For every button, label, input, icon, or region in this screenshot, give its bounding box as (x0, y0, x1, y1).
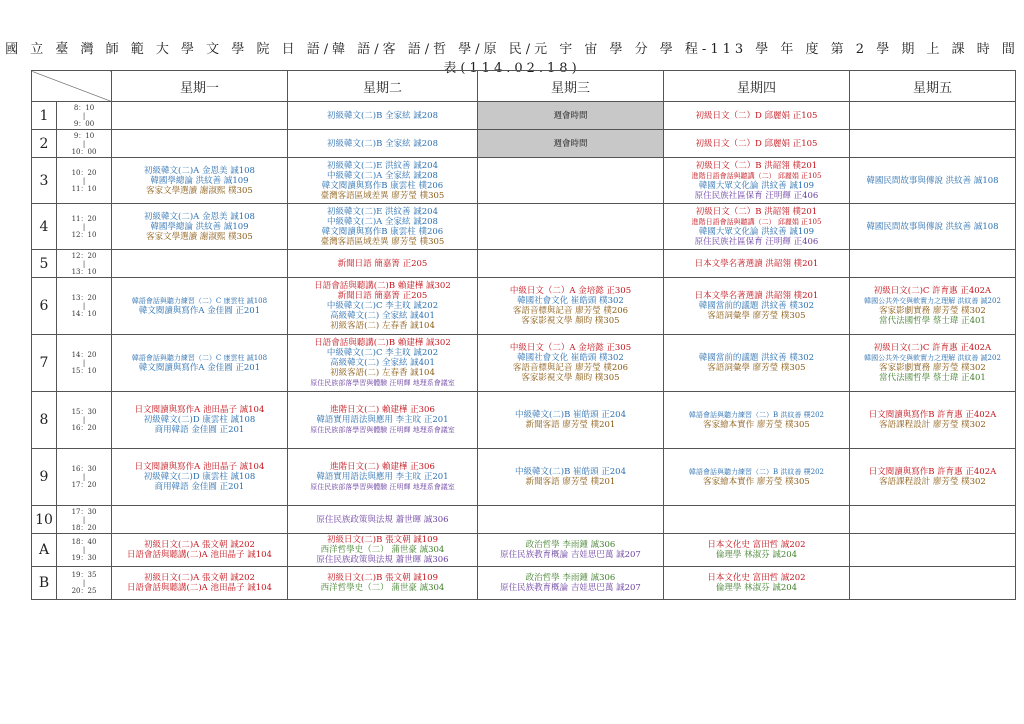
period-start: 17：30 (71, 507, 97, 516)
course-entry: 日本文學名著選讀 洪韶翎 樸201 (694, 291, 819, 301)
period-start: 12：20 (71, 251, 97, 260)
course-cell (478, 250, 664, 278)
course-entry: 日文閱讀與寫作B 許育惠 正402A (868, 467, 997, 477)
course-cell (288, 506, 478, 534)
course-cell (664, 250, 850, 278)
course-entry: 韓國社會文化 崔皓頭 樸302 (517, 353, 624, 363)
time-separator: | (82, 359, 86, 367)
course-entry: 當代法國哲學 蔡士瑋 正401 (879, 373, 986, 383)
course-entry: 韓國當前的議題 洪紋善 樸302 (698, 353, 815, 363)
period-start: 18：40 (71, 538, 97, 546)
course-entry: 商用韓語 金佳圓 正201 (154, 425, 245, 435)
course-cell (288, 130, 478, 158)
course-entry: 初級韓文(二)D 康雲柱 誠108 (143, 415, 256, 425)
course-entry: 客語音標與記音 廖芳瑩 樸206 (512, 306, 629, 316)
course-cell (112, 102, 288, 130)
course-cell (288, 392, 478, 449)
course-entry: 韓語會話與聽力練習（二）C 康雲柱 誠108 (131, 354, 268, 362)
course-entry: 初級日文（二）B 洪韶翎 樸201 (695, 206, 818, 217)
course-cell (664, 534, 850, 567)
period-start: 13：20 (71, 294, 97, 302)
course-cell (112, 278, 288, 335)
course-entry: 原住民族政策與法規 蕭世暉 誠306 (316, 555, 449, 565)
course-entry: 日語會話與聽講(二)B 賴建樺 誠302 (314, 281, 451, 291)
course-entry: 新聞客語 廖芳瑩 樸201 (525, 420, 616, 430)
course-entry: 初級日文(二)C 許育惠 正402A (873, 286, 992, 296)
period-row (32, 567, 1016, 600)
course-entry: 原住民族社區保育 汪明輝 正406 (694, 190, 819, 201)
period-start: 16：30 (71, 465, 97, 473)
time-separator: | (82, 222, 86, 231)
time-separator: | (82, 111, 86, 120)
course-cell (288, 102, 478, 130)
period-time (57, 534, 112, 567)
timetable (31, 70, 1016, 600)
period-end: 16：20 (71, 424, 97, 432)
course-cell (850, 250, 1016, 278)
time-separator: | (82, 139, 86, 148)
course-cell (850, 567, 1016, 600)
period-number: A (32, 534, 57, 567)
course-cell (664, 204, 850, 250)
course-entry: 初級日文（二）D 邱麗娟 正105 (695, 110, 818, 121)
course-entry: 韓國當前的議題 洪紋善 樸302 (698, 301, 815, 311)
period-end: 20：25 (71, 587, 97, 595)
period-time (57, 449, 112, 506)
course-entry: 客家影劇實務 廖芳瑩 樸302 (879, 306, 986, 316)
course-entry: 週會時間 (553, 138, 588, 149)
course-entry: 初級日文(二)A 張文朝 誠202 (144, 540, 255, 550)
course-cell (112, 130, 288, 158)
period-number: 5 (32, 250, 57, 278)
course-cell (850, 204, 1016, 250)
course-cell (850, 130, 1016, 158)
course-entry: 原住民族政策與法規 蕭世暉 誠306 (316, 514, 449, 525)
course-entry: 中級韓文(二)B 崔皓頭 正204 (514, 410, 626, 420)
course-entry: 原住民族部落學習與體驗 汪明輝 地理系會議室 (310, 483, 455, 491)
course-entry: 高級韓文(二) 全家絃 誠401 (330, 358, 435, 368)
period-row (32, 392, 1016, 449)
course-entry: 政治哲學 李雨鍾 誠306 (525, 540, 616, 550)
period-start: 10：20 (71, 168, 97, 177)
period-time (57, 204, 112, 250)
course-entry: 韓國大眾文化論 洪紋善 誠109 (698, 226, 815, 237)
period-time (57, 250, 112, 278)
course-entry: 倫理學 林淑芬 誠204 (715, 550, 798, 560)
course-cell (112, 449, 288, 506)
course-cell (288, 204, 478, 250)
period-row (32, 449, 1016, 506)
course-cell (850, 392, 1016, 449)
course-cell (664, 506, 850, 534)
course-entry: 初級韓文(二)A 金恩美 誠108 (144, 165, 255, 176)
course-entry: 韓國民間故事與傳說 洪紋善 誠108 (866, 175, 999, 186)
course-entry: 西洋哲學史（二） 蒲世豪 誠304 (320, 583, 445, 593)
period-row (32, 204, 1016, 250)
course-entry: 初級韓文(二)A 金恩美 誠108 (144, 211, 255, 222)
time-separator: | (82, 416, 86, 424)
period-number: B (32, 567, 57, 600)
time-separator: | (82, 302, 86, 310)
course-cell (112, 534, 288, 567)
course-cell (850, 449, 1016, 506)
course-entry: 韓文閱讀與寫作B 康雲柱 樸206 (321, 180, 444, 191)
course-entry: 原住民族部落學習與體驗 汪明輝 地理系會議室 (310, 379, 455, 387)
period-end: 9：00 (73, 119, 95, 128)
period-end: 15：10 (71, 367, 97, 375)
course-entry: 初級客語(二) 左春香 誠104 (330, 321, 435, 331)
course-cell (478, 335, 664, 392)
course-entry: 週會時間 (553, 110, 588, 121)
corner-cell (32, 71, 112, 102)
period-end: 12：10 (71, 230, 97, 239)
period-start: 19：35 (71, 571, 97, 579)
course-cell (478, 392, 664, 449)
period-row (32, 534, 1016, 567)
course-cell (478, 449, 664, 506)
time-separator: | (82, 473, 86, 481)
course-entry: 臺灣客語區域差異 廖芳瑩 樸305 (320, 236, 445, 247)
course-cell (112, 335, 288, 392)
period-time (57, 567, 112, 600)
course-entry: 韓國學總論 洪紋善 誠109 (150, 175, 249, 186)
course-entry: 客家影視文學 顏昀 樸305 (521, 373, 620, 383)
course-entry: 中級日文（二）A 金培懿 正305 (509, 286, 632, 296)
period-start: 14：20 (71, 351, 97, 359)
course-entry: 新聞客語 廖芳瑩 樸201 (525, 477, 616, 487)
period-time (57, 506, 112, 534)
period-number: 6 (32, 278, 57, 335)
course-cell (288, 250, 478, 278)
period-end: 13：10 (71, 267, 97, 276)
time-separator: | (82, 579, 86, 587)
course-entry: 初級日文（二）D 邱麗娟 正105 (695, 138, 818, 149)
course-entry: 初級日文(二)B 張文朝 誠109 (326, 573, 438, 583)
course-entry: 韓國民間故事與傳說 洪紋善 誠108 (866, 221, 999, 232)
course-entry: 西洋哲學史（二） 蒲世豪 誠304 (320, 545, 445, 555)
course-entry: 中級韓文(二)B 崔皓頭 正204 (514, 467, 626, 477)
course-entry: 日語會話與聽講(二)B 賴建樺 誠302 (314, 338, 451, 348)
course-entry: 客家繪本實作 廖芳瑩 樸305 (703, 420, 810, 430)
period-start: 11：20 (71, 214, 97, 223)
day-header: 星期五 (850, 71, 1016, 102)
time-separator: | (82, 176, 86, 185)
course-entry: 韓文閱讀與寫作B 康雲柱 樸206 (321, 226, 444, 237)
course-cell (288, 278, 478, 335)
period-number: 9 (32, 449, 57, 506)
period-end: 11：10 (71, 184, 97, 193)
course-entry: 商用韓語 金佳圓 正201 (154, 482, 245, 492)
course-entry: 客語課程設計 廖芳瑩 樸302 (879, 420, 986, 430)
period-row (32, 250, 1016, 278)
course-entry: 中級日文（二）A 金培懿 正305 (509, 343, 632, 353)
course-entry: 日文閱讀與寫作B 許育惠 正402A (868, 410, 997, 420)
course-cell (664, 449, 850, 506)
course-cell (112, 506, 288, 534)
course-cell (850, 534, 1016, 567)
period-number: 1 (32, 102, 57, 130)
course-entry: 初級韓文(二)B 全家絃 誠208 (326, 138, 438, 149)
course-entry: 韓國公共外交與軟實力之理解 洪紋善 誠202 (864, 354, 1001, 362)
course-entry: 韓國學總論 洪紋善 誠109 (150, 221, 249, 232)
course-cell (664, 335, 850, 392)
course-entry: 日本文學名著選讀 洪韶翎 樸201 (694, 258, 819, 269)
course-cell (112, 392, 288, 449)
course-cell (850, 158, 1016, 204)
course-entry: 客家影視文學 顏昀 樸305 (521, 316, 620, 326)
period-end: 10：00 (71, 147, 97, 156)
course-cell (478, 567, 664, 600)
header-row (32, 71, 1016, 102)
course-entry: 日語會話與聽講(二)A 池田晶子 誠104 (127, 583, 272, 593)
course-entry: 當代法國哲學 蔡士瑋 正401 (879, 316, 986, 326)
day-header: 星期三 (478, 71, 664, 102)
course-entry: 進階日語會話與聽講（二） 邱麗娟 正105 (691, 217, 822, 226)
period-end: 19：30 (71, 554, 97, 562)
course-entry: 原住民族社區保育 汪明輝 正406 (694, 236, 819, 247)
course-entry: 客家影劇實務 廖芳瑩 樸302 (879, 363, 986, 373)
course-entry: 臺灣客語區域差異 廖芳瑩 樸305 (320, 190, 445, 201)
period-number: 2 (32, 130, 57, 158)
course-entry: 進階日語會話與聽講（二） 邱麗娟 正105 (691, 171, 822, 180)
period-end: 14：10 (71, 310, 97, 318)
course-cell (112, 158, 288, 204)
period-time (57, 278, 112, 335)
period-row (32, 102, 1016, 130)
course-entry: 原住民族部落學習與體驗 汪明輝 地理系會議室 (310, 426, 455, 434)
course-entry: 客語課程設計 廖芳瑩 樸302 (879, 477, 986, 487)
period-number: 7 (32, 335, 57, 392)
course-entry: 日文閱讀與寫作A 池田晶子 誠104 (134, 405, 265, 415)
course-cell (664, 130, 850, 158)
timetable-body (32, 102, 1016, 600)
period-time (57, 130, 112, 158)
course-entry: 客語詞彙學 廖芳瑩 樸305 (707, 363, 806, 373)
course-cell (664, 278, 850, 335)
course-cell (664, 567, 850, 600)
period-row (32, 130, 1016, 158)
period-start: 15：30 (71, 408, 97, 416)
course-entry: 客語詞彙學 廖芳瑩 樸305 (707, 311, 806, 321)
course-cell (478, 278, 664, 335)
course-entry: 客家繪本實作 廖芳瑩 樸305 (703, 477, 810, 487)
course-entry: 新聞日語 簡嘉箐 正205 (337, 258, 428, 269)
course-cell (478, 534, 664, 567)
page-title: 國 立 臺 灣 師 範 大 學 文 學 院 日 語/韓 語/客 語/哲 學/原 民/元 宇 宙 學 分 學 程-113 學 年 度 第 2 學 期 上 課 時 間 表(114.02.18) (5, 42, 1019, 76)
period-number: 8 (32, 392, 57, 449)
course-entry: 客家文學選讀 謝淑熙 樸305 (146, 231, 253, 242)
period-row (32, 158, 1016, 204)
course-entry: 日本文化史 富田哲 誠202 (707, 540, 806, 550)
course-entry: 中級韓文(二)C 李主旼 誠202 (326, 301, 439, 311)
course-entry: 韓語會話與聽力練習（二）C 康雲柱 誠108 (131, 297, 268, 305)
course-entry: 新聞日語 簡嘉箐 正205 (337, 291, 428, 301)
course-entry: 中級韓文(二)C 李主旼 誠202 (326, 348, 439, 358)
course-cell (664, 102, 850, 130)
course-entry: 原住民族教育概論 吉娃思巴萬 誠207 (500, 550, 641, 560)
course-entry: 韓國大眾文化論 洪紋善 誠109 (698, 180, 815, 191)
course-entry: 客語音標與記音 廖芳瑩 樸206 (512, 363, 629, 373)
course-entry: 韓國公共外交與軟實力之理解 洪紋善 誠202 (864, 297, 1001, 305)
course-entry: 進階日文(二) 賴建樺 正306 (330, 405, 435, 415)
course-entry: 初級客語(二) 左春香 誠104 (330, 368, 435, 378)
course-cell (850, 102, 1016, 130)
period-number: 10 (32, 506, 57, 534)
course-entry: 初級韓文(二)D 康雲柱 誠108 (143, 472, 256, 482)
course-entry: 韓語會話與聽力練習（二）B 洪紋善 樸202 (689, 411, 824, 419)
period-row (32, 506, 1016, 534)
course-cell (478, 204, 664, 250)
course-cell (478, 506, 664, 534)
period-end: 18：20 (71, 523, 97, 532)
day-header: 星期四 (664, 71, 850, 102)
course-cell (664, 392, 850, 449)
period-time (57, 392, 112, 449)
period-row (32, 335, 1016, 392)
course-entry: 進階日文(二) 賴建樺 正306 (330, 462, 435, 472)
course-entry: 初級韓文(二)E 洪紋善 誠204 (327, 206, 438, 217)
period-number: 4 (32, 204, 57, 250)
course-entry: 韓語實用語法與應用 李主旼 正201 (316, 415, 449, 425)
course-entry: 高級韓文(二) 全家絃 誠401 (330, 311, 435, 321)
period-start: 8：10 (73, 103, 95, 112)
course-cell (664, 158, 850, 204)
course-entry: 韓文閱讀與寫作A 金佳圓 正201 (138, 363, 261, 373)
course-entry: 客家文學選讀 謝淑熙 樸305 (146, 185, 253, 196)
course-entry: 韓文閱讀與寫作A 金佳圓 正201 (138, 306, 261, 316)
period-number: 3 (32, 158, 57, 204)
period-end: 17：20 (71, 481, 97, 489)
course-cell (288, 567, 478, 600)
day-header: 星期一 (112, 71, 288, 102)
course-cell (112, 250, 288, 278)
course-entry: 初級日文(二)A 張文朝 誠202 (144, 573, 255, 583)
course-entry: 初級日文(二)B 張文朝 誠109 (326, 535, 438, 545)
course-entry: 日文閱讀與寫作A 池田晶子 誠104 (134, 462, 265, 472)
course-entry: 初級韓文(二)E 洪紋善 誠204 (327, 160, 438, 171)
course-cell (478, 158, 664, 204)
time-separator: | (82, 259, 86, 268)
course-entry: 中級韓文(二)A 全家絃 誠208 (327, 216, 438, 227)
course-entry: 倫理學 林淑芬 誠204 (715, 583, 798, 593)
time-separator: | (82, 546, 86, 554)
course-entry: 韓語會話與聽力練習（二）B 洪紋善 樸202 (689, 468, 824, 476)
course-cell (850, 335, 1016, 392)
course-cell (478, 102, 664, 130)
course-cell (288, 335, 478, 392)
course-cell (112, 567, 288, 600)
course-cell (112, 204, 288, 250)
course-entry: 中級韓文(二)A 全家絃 誠208 (327, 170, 438, 181)
course-entry: 韓語實用語法與應用 李主旼 正201 (316, 472, 449, 482)
course-entry: 政治哲學 李雨鍾 誠306 (525, 573, 616, 583)
course-entry: 原住民族教育概論 吉娃思巴萬 誠207 (500, 583, 641, 593)
course-entry: 韓國社會文化 崔皓頭 樸302 (517, 296, 624, 306)
period-time (57, 158, 112, 204)
course-entry: 初級日文(二)C 許育惠 正402A (873, 343, 992, 353)
period-start: 9：10 (73, 131, 95, 140)
course-cell (850, 506, 1016, 534)
period-row (32, 278, 1016, 335)
course-entry: 初級日文（二）B 洪韶翎 樸201 (695, 160, 818, 171)
time-separator: | (82, 515, 86, 524)
course-entry: 初級韓文(二)B 全家絃 誠208 (326, 110, 438, 121)
course-cell (288, 158, 478, 204)
course-entry: 日本文化史 富田哲 誠202 (707, 573, 806, 583)
period-time (57, 102, 112, 130)
course-cell (288, 449, 478, 506)
period-time (57, 335, 112, 392)
course-cell (288, 534, 478, 567)
course-cell (478, 130, 664, 158)
course-entry: 日語會話與聽講(二)A 池田晶子 誠104 (127, 550, 272, 560)
day-header: 星期二 (288, 71, 478, 102)
course-cell (850, 278, 1016, 335)
